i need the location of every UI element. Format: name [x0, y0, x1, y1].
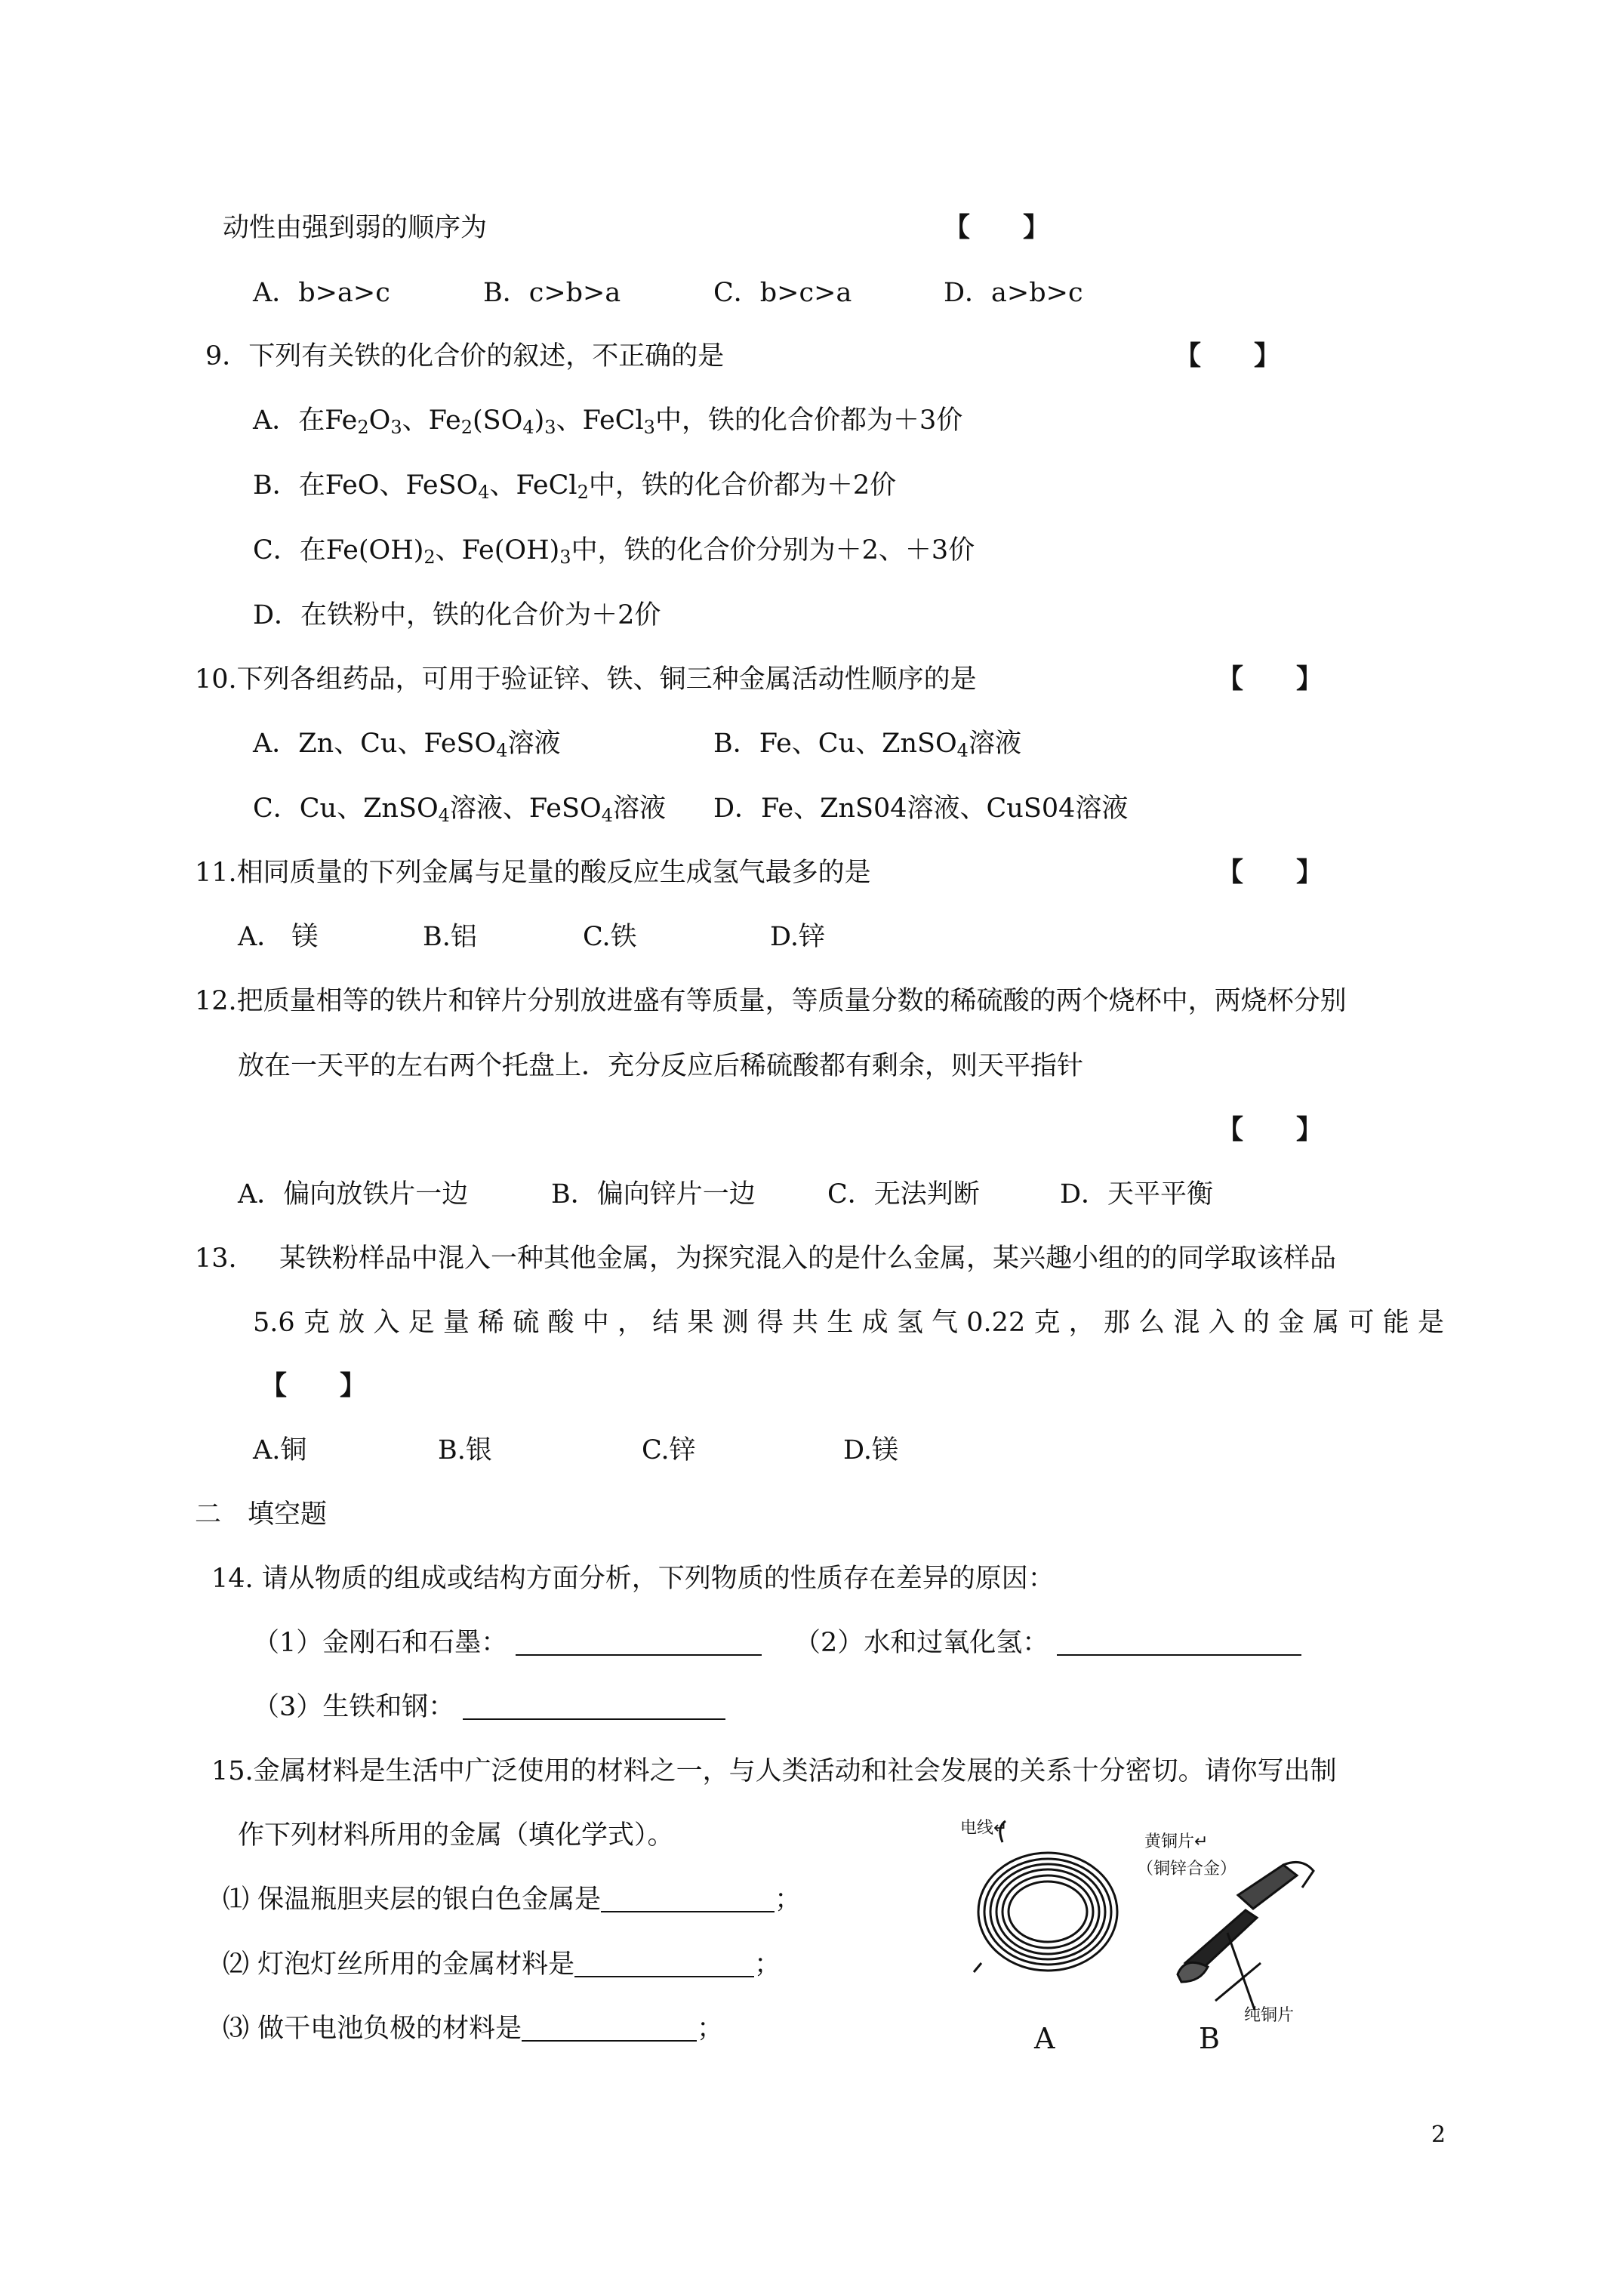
- q11-option-b: B.铝: [423, 922, 477, 952]
- q14-part2: （2）水和过氧化氢：: [794, 1625, 1301, 1661]
- q11-option-c: C.铁: [583, 922, 637, 952]
- q10-option-b: B．Fe、Cu、ZnSO$_4$溶液: [713, 729, 1021, 761]
- figure-brass-label: 黄铜片↵: [1144, 1832, 1209, 1851]
- q14-part3: （3）生铁和钢：: [253, 1689, 725, 1725]
- q10-option-c: C．Cu、ZnSO$_4$溶液、FeSO$_4$溶液: [253, 794, 666, 826]
- section-heading-fill-in: 二 填空题: [195, 1499, 328, 1530]
- q10-option-d: D．Fe、ZnS04溶液、CuS04溶液: [713, 794, 1129, 824]
- q15-part3-blank[interactable]: [522, 2013, 697, 2042]
- figure-label-a: A: [1034, 2022, 1055, 2055]
- q9-option-d: D．在铁粉中，铁的化合价为＋2价: [253, 600, 661, 630]
- q11-stem: 11.相同质量的下列金属与足量的酸反应生成氢气最多的是: [195, 858, 871, 888]
- q13-number: 13.: [195, 1244, 237, 1274]
- q13-stem-line1: 某铁粉样品中混入一种其他金属，为探究混入的是什么金属，某兴趣小组的的同学取该样品: [279, 1244, 1337, 1274]
- figure-materials: [959, 1812, 1336, 2069]
- q8-option-c: C．b>c>a: [713, 278, 852, 308]
- q14-part1-blank[interactable]: [516, 1627, 762, 1656]
- q9-answer-bracket: 【 】: [1175, 341, 1281, 371]
- q15-stem-line1: 15.金属材料是生活中广泛使用的材料之一，与人类活动和社会发展的关系十分密切。请你写出制: [211, 1756, 1337, 1786]
- figure-label-b: B: [1199, 2022, 1220, 2055]
- wire-coil-drawing: [974, 1821, 1117, 1972]
- q12-stem-line2: 放在一天平的左右两个托盘上．充分反应后稀硫酸都有剩余，则天平指针: [238, 1051, 1084, 1081]
- q8-option-b: B．c>b>a: [483, 278, 621, 308]
- q8-answer-bracket: 【 】: [944, 213, 1050, 243]
- q13-option-b: B.银: [438, 1435, 492, 1465]
- q9-option-b: B．在FeO、FeSO$_4$、FeCl$_2$中，铁的化合价都为＋2价: [253, 470, 897, 503]
- q13-option-c: C.锌: [642, 1435, 696, 1465]
- q14-part3-blank[interactable]: [463, 1691, 725, 1720]
- q15-stem-line2: 作下列材料所用的金属（填化学式）。: [238, 1820, 674, 1851]
- q12-stem-line1: 12.把质量相等的铁片和锌片分别放进盛有等质量，等质量分数的稀硫酸的两个烧杯中，两烧杯分别: [195, 986, 1347, 1016]
- q12-option-a: A．偏向放铁片一边: [238, 1179, 469, 1210]
- figure-brass-note: （铜锌合金）: [1137, 1860, 1237, 1878]
- q13-stem-line2: 5.6克放入足量稀硫酸中，结果测得共生成氢气0.22克，那么混入的金属可能是: [253, 1308, 1444, 1338]
- q14-part1: （1）金刚石和石墨：: [253, 1625, 762, 1661]
- q9-stem: 9．下列有关铁的化合价的叙述，不正确的是: [205, 341, 725, 371]
- q13-option-d: D.镁: [843, 1435, 898, 1465]
- q15-part1: ⑴ 保温瓶胆夹层的银白色金属是 ；: [223, 1885, 802, 1915]
- q14-part2-blank[interactable]: [1057, 1627, 1301, 1656]
- q8-stem-continuation: 动性由强到弱的顺序为: [223, 213, 488, 243]
- q14-stem: 14. 请从物质的组成或结构方面分析，下列物质的性质存在差异的原因：: [211, 1564, 1055, 1594]
- q9-option-a: A．在$Fe_2O_3$、$Fe_2(SO_4)_3$、FeCl$_3$中，铁的化合价都为＋3价: [253, 405, 963, 438]
- q10-option-a: A．Zn、Cu、FeSO$_4$溶液: [253, 729, 561, 761]
- q11-option-d: D.锌: [770, 922, 825, 952]
- page-number: 2: [1431, 2122, 1446, 2148]
- q13-answer-bracket: 【 】: [260, 1371, 367, 1401]
- q15-part1-blank[interactable]: [601, 1884, 775, 1912]
- q10-stem: 10.下列各组药品，可用于验证锌、铁、铜三种金属活动性顺序的是: [195, 664, 977, 695]
- q15-part2-blank[interactable]: [574, 1949, 754, 1977]
- q12-option-d: D．天平平衡: [1060, 1179, 1214, 1210]
- q8-option-d: D．a>b>c: [944, 278, 1083, 308]
- figure-wire-label: 电线↵: [960, 1819, 1008, 1838]
- q12-option-c: C．无法判断: [827, 1179, 980, 1210]
- q11-answer-bracket: 【 】: [1217, 858, 1323, 888]
- q8-option-a: A．b>a>c: [253, 278, 390, 308]
- q13-option-a: A.铜: [253, 1435, 307, 1465]
- figure-pure-copper-label: 纯铜片: [1244, 2006, 1295, 2025]
- q12-option-b: B．偏向锌片一边: [551, 1179, 756, 1210]
- q10-answer-bracket: 【 】: [1217, 664, 1323, 695]
- q15-part3: ⑶ 做干电池负极的材料是 ；: [223, 2014, 724, 2044]
- q11-option-a: A． 镁: [238, 922, 319, 952]
- metal-pieces-drawing: [1178, 1862, 1313, 2010]
- q12-answer-bracket: 【 】: [1217, 1115, 1323, 1145]
- q15-part2: ⑵ 灯泡灯丝所用的金属材料是 ；: [223, 1949, 781, 1980]
- q9-option-c: C．在$Fe(OH)_2$、$Fe(OH)_3$中，铁的化合价分别为＋2、＋3价: [253, 535, 975, 568]
